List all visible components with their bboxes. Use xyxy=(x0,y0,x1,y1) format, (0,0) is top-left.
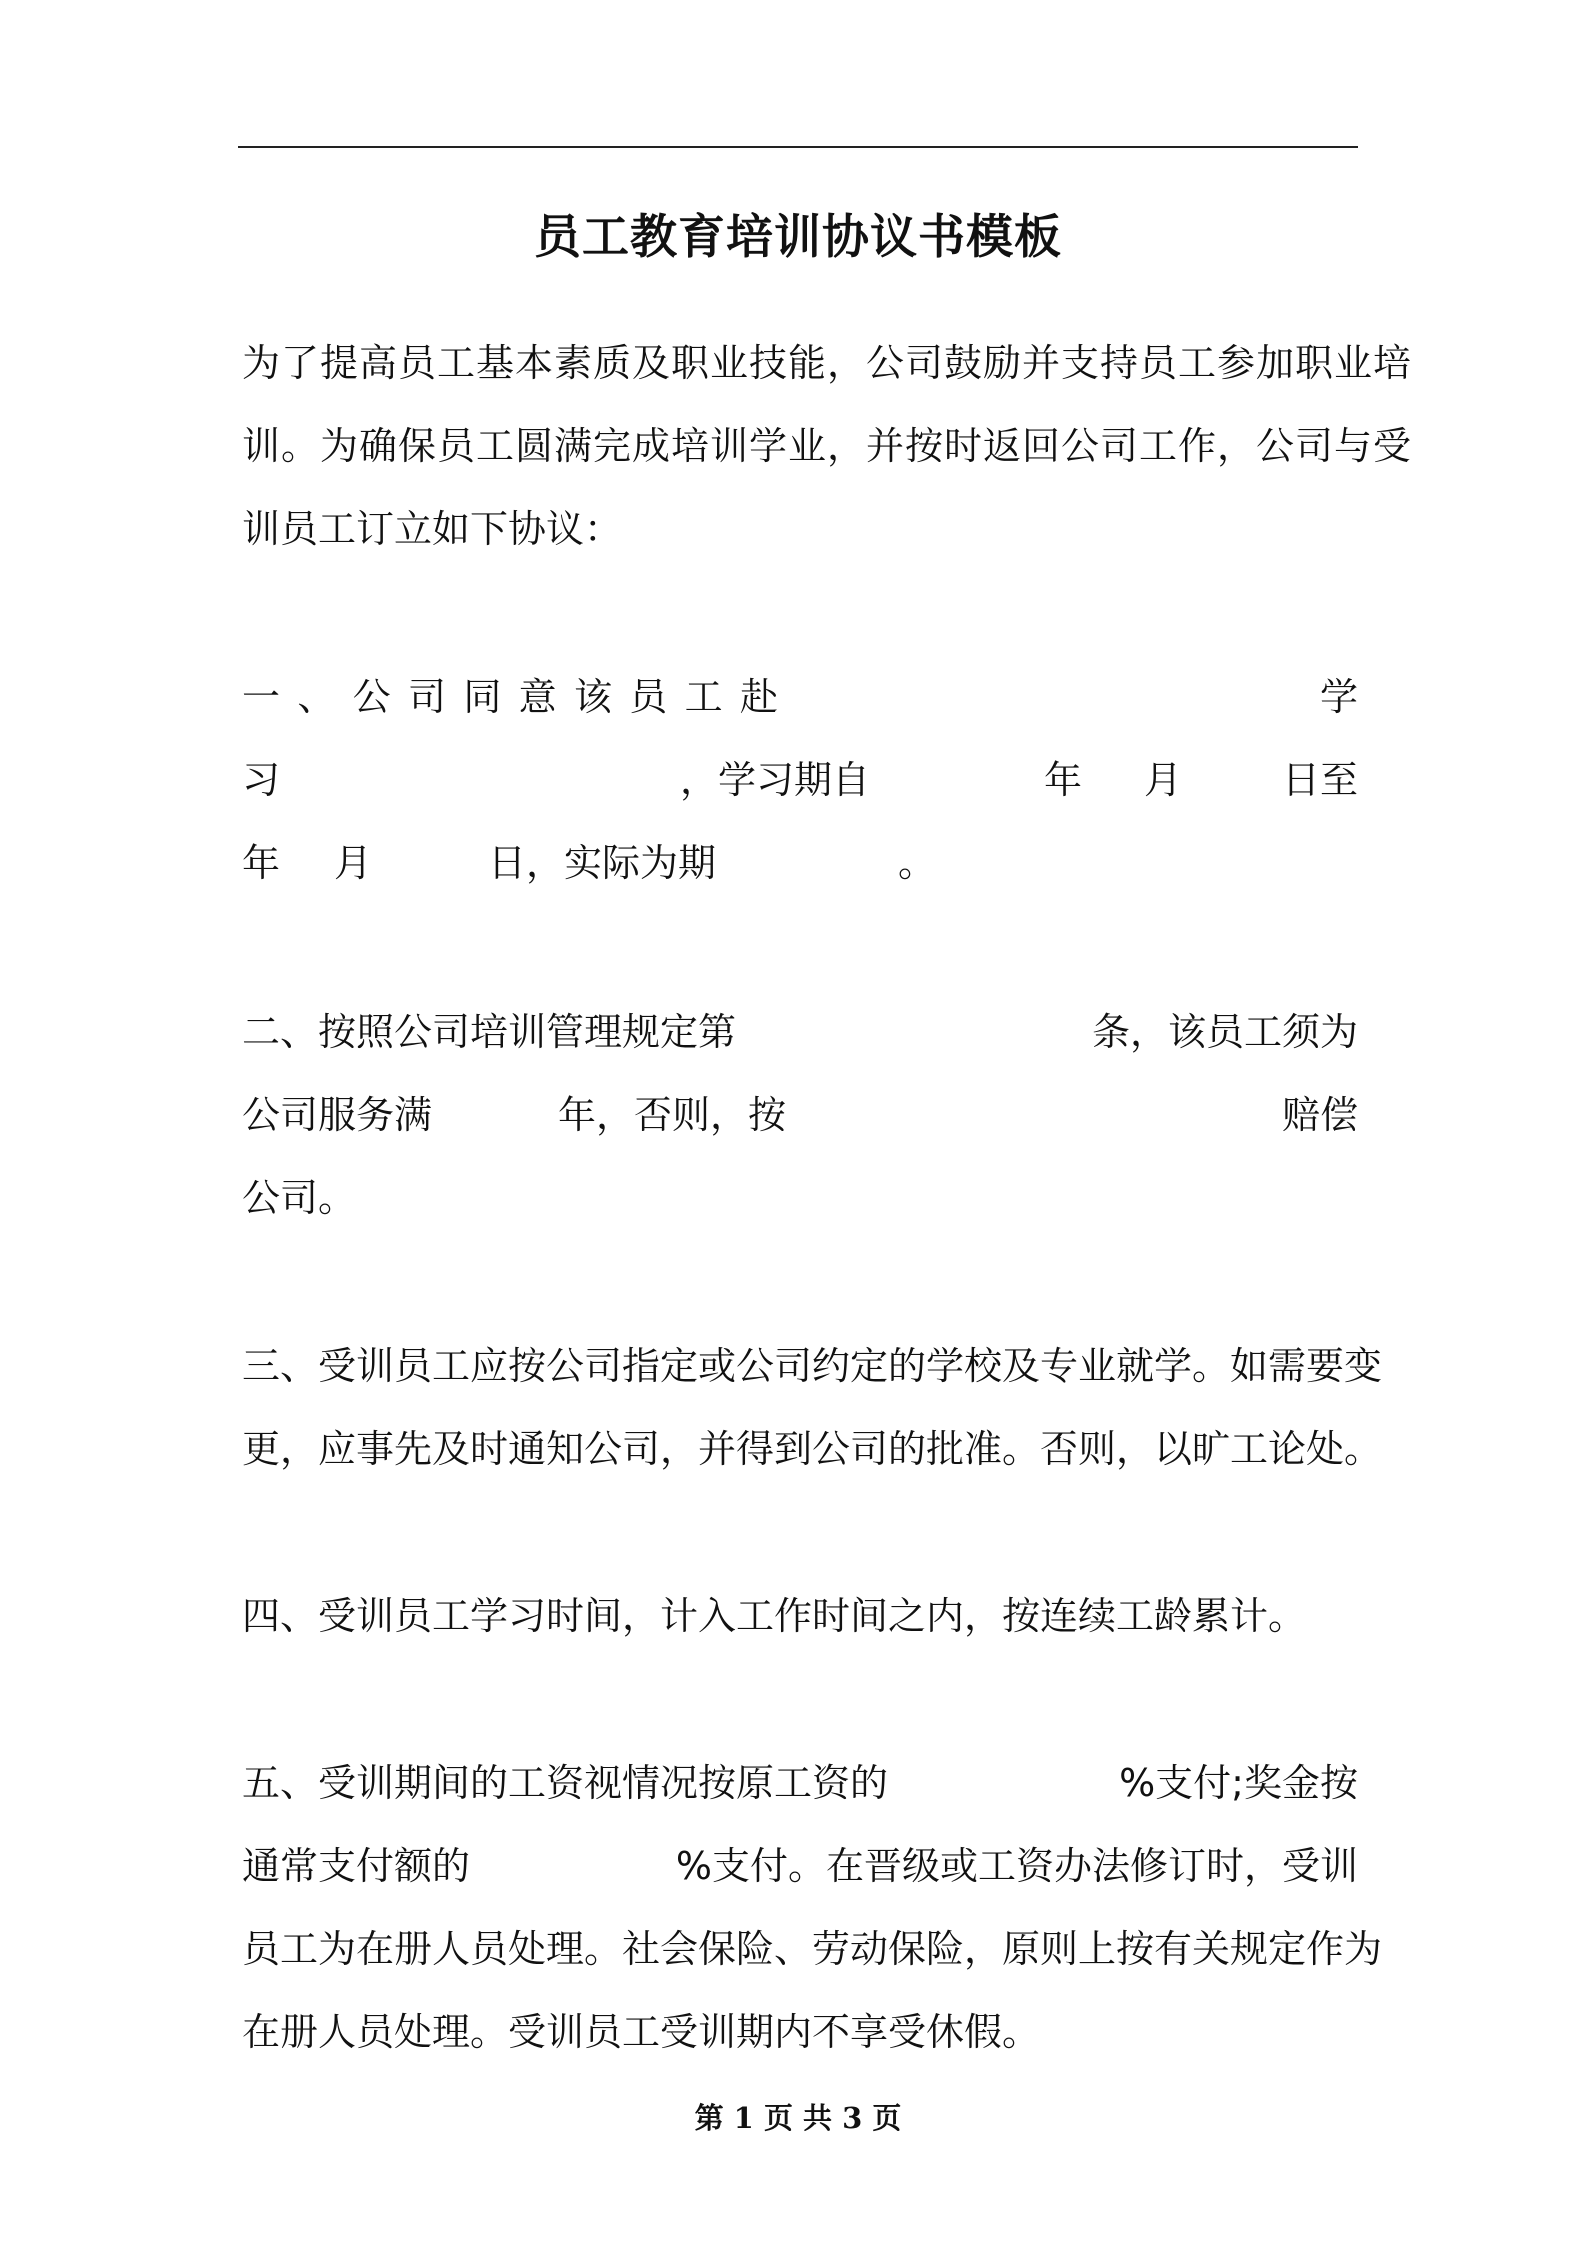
clause-1-line-2 xyxy=(242,739,1358,822)
clause-1-char: 该 xyxy=(573,675,612,719)
clause-1-line-1 xyxy=(242,656,1358,739)
clause-2 xyxy=(242,991,1358,1240)
clause-5-line-2 xyxy=(242,1825,1358,1908)
clause-5-line-3-text: 员工为在册人员处理。社会保险、劳动保险，原则上按有关规定作为 xyxy=(242,1927,1383,1971)
clause-2-line-2 xyxy=(242,1074,1358,1157)
clause-1-intro-spaced xyxy=(242,656,778,739)
clause-1-line-3-mid: 日，实际为期 xyxy=(488,841,717,885)
clause-2-line-3-text: 公司。 xyxy=(242,1176,357,1220)
clause-1-char: 赴 xyxy=(739,675,778,719)
clause-1 xyxy=(242,656,1358,905)
clause-1-char: 工 xyxy=(684,675,723,719)
clause-2-line-2-start: 公司服务满 xyxy=(242,1093,433,1137)
clause-1-line-3-end: 。 xyxy=(898,841,937,885)
clause-4-line-text: 四、受训员工学习时间，计入工作时间之内，按连续工龄累计。 xyxy=(242,1594,1307,1638)
clause-1-char: 同 xyxy=(463,675,502,719)
intro-line xyxy=(242,488,1358,571)
clause-1-line-2-end: 日至 xyxy=(1281,758,1358,802)
clause-5-line-4-text: 在册人员处理。受训员工受训期内不享受休假。 xyxy=(242,2010,1041,2054)
clause-2-line-1-start: 二、按照公司培训管理规定第 xyxy=(242,1010,737,1054)
clause-5-line-3 xyxy=(242,1908,1383,1991)
clause-4 xyxy=(242,1575,1358,1658)
clause-1-line-3-year: 年 xyxy=(242,841,281,885)
intro-line xyxy=(242,405,1413,488)
clause-1-char: 司 xyxy=(407,675,446,719)
clause-1-char: 、 xyxy=(297,675,336,719)
clause-5 xyxy=(242,1742,1383,2074)
clause-3-line xyxy=(242,1325,1383,1408)
clause-1-char: 员 xyxy=(629,675,668,719)
clause-5-line-1 xyxy=(242,1742,1358,1825)
intro-paragraph xyxy=(242,322,1413,571)
page-number-footer: 第 1 页 共 3 页 xyxy=(694,2101,902,2135)
clause-2-line-2-end: 赔偿 xyxy=(1281,1093,1358,1137)
clause-4-line xyxy=(242,1575,1358,1658)
clause-3-line-text: 更，应事先及时通知公司，并得到公司的批准。否则，以旷工论处。 xyxy=(242,1427,1383,1471)
clause-3 xyxy=(242,1325,1383,1491)
intro-line-text: 训。为确保员工圆满完成培训学业，并按时返回公司工作，公司与受 xyxy=(242,424,1413,468)
header-rule xyxy=(238,146,1358,148)
clause-1-char: 公 xyxy=(352,675,391,719)
clause-2-line-3 xyxy=(242,1157,1358,1240)
clause-1-line-2-start: 习 xyxy=(242,758,281,802)
clause-2-line-1 xyxy=(242,991,1358,1074)
clause-1-char: 意 xyxy=(518,675,557,719)
clause-5-line-2-start: 通常支付额的 xyxy=(242,1844,471,1888)
clause-1-line-2-mid: ，学习期自 xyxy=(680,758,871,802)
clause-1-line-2-month: 月 xyxy=(1144,758,1183,802)
clause-2-line-2-mid: 年，否则，按 xyxy=(558,1093,787,1137)
clause-3-line-text: 三、受训员工应按公司指定或公司约定的学校及专业就学。如需要变 xyxy=(242,1344,1383,1388)
intro-line-text: 训员工订立如下协议： xyxy=(242,507,623,551)
intro-line-text: 为了提高员工基本素质及职业技能，公司鼓励并支持员工参加职业培 xyxy=(242,341,1413,385)
clause-1-line-3 xyxy=(242,822,1358,905)
intro-line xyxy=(242,322,1413,405)
clause-1-char: 一 xyxy=(242,675,281,719)
clause-5-line-4 xyxy=(242,1991,1358,2074)
clause-2-line-1-end: 条，该员工须为 xyxy=(1091,1010,1358,1054)
clause-1-line-2-year: 年 xyxy=(1044,758,1083,802)
clause-5-line-1-end: %支付;奖金按 xyxy=(1119,1761,1358,1805)
clause-5-line-2-end: %支付。在晋级或工资办法修订时，受训 xyxy=(675,1844,1358,1888)
clause-5-line-1-start: 五、受训期间的工资视情况按原工资的 xyxy=(242,1761,889,1805)
clause-1-line-1-end: 学 xyxy=(1319,675,1358,719)
clause-1-line-3-month: 月 xyxy=(334,841,373,885)
clause-3-line xyxy=(242,1408,1383,1491)
document-title: 员工教育培训协议书模板 xyxy=(534,210,1062,265)
